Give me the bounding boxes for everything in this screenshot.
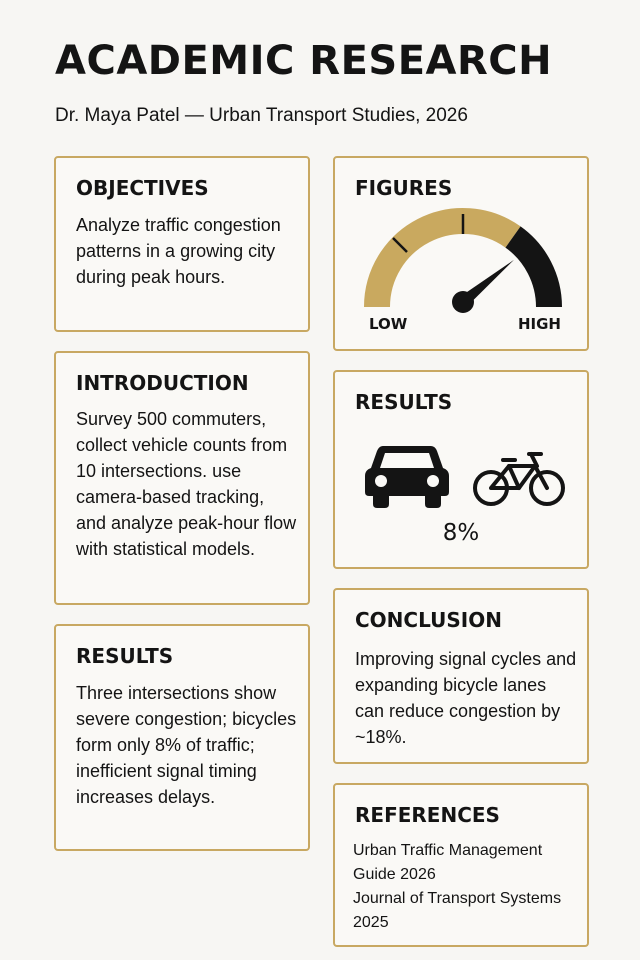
car-icon <box>365 442 449 508</box>
bicycle-share-value: 8% <box>442 520 480 546</box>
introduction-heading: INTRODUCTION <box>76 371 249 395</box>
conclusion-text: Improving signal cycles and expanding bicycle lanes can reduce congestion by ~18%. <box>355 649 577 747</box>
references-list <box>353 839 579 935</box>
references-heading: REFERENCES <box>355 803 500 827</box>
objectives-text: Analyze traffic congestion patterns in a growing city during peak hours. <box>76 215 281 287</box>
results-text-card <box>54 624 310 851</box>
gauge-needle <box>452 260 514 313</box>
page-title: ACADEMIC RESEARCH <box>55 38 553 84</box>
bicycle-icon <box>473 448 565 508</box>
gauge-high-label: HIGH <box>517 315 561 333</box>
introduction-card <box>54 351 310 605</box>
gauge-low-label: LOW <box>369 315 408 333</box>
figures-heading: FIGURES <box>355 176 453 200</box>
objectives-card <box>54 156 310 332</box>
conclusion-heading: CONCLUSION <box>355 608 502 632</box>
introduction-text: Survey 500 commuters, collect vehicle counts from 10 intersections. use camera-based tracking, and analyze peak-hour flow with statistical models. <box>76 409 297 559</box>
results-text: Three intersections show severe congestion; bicycles form only 8% of traffic; inefficient signal timing increases delays. <box>76 683 297 807</box>
page-subtitle: Dr. Maya Patel — Urban Transport Studies, 2026 <box>55 105 468 126</box>
results-icons-card <box>333 370 589 569</box>
objectives-heading: OBJECTIVES <box>76 176 209 200</box>
congestion-gauge <box>363 202 563 322</box>
results-icons-heading: RESULTS <box>355 390 453 414</box>
references-card <box>333 783 589 947</box>
reference-item: Urban Traffic Management Guide 2026 <box>353 842 543 883</box>
results-heading: RESULTS <box>76 644 174 668</box>
gauge-low-segment <box>377 221 513 307</box>
conclusion-card <box>333 588 589 764</box>
reference-item: Journal of Transport Systems 2025 <box>353 890 562 931</box>
gauge-high-segment <box>513 237 549 307</box>
figures-card <box>333 156 589 351</box>
